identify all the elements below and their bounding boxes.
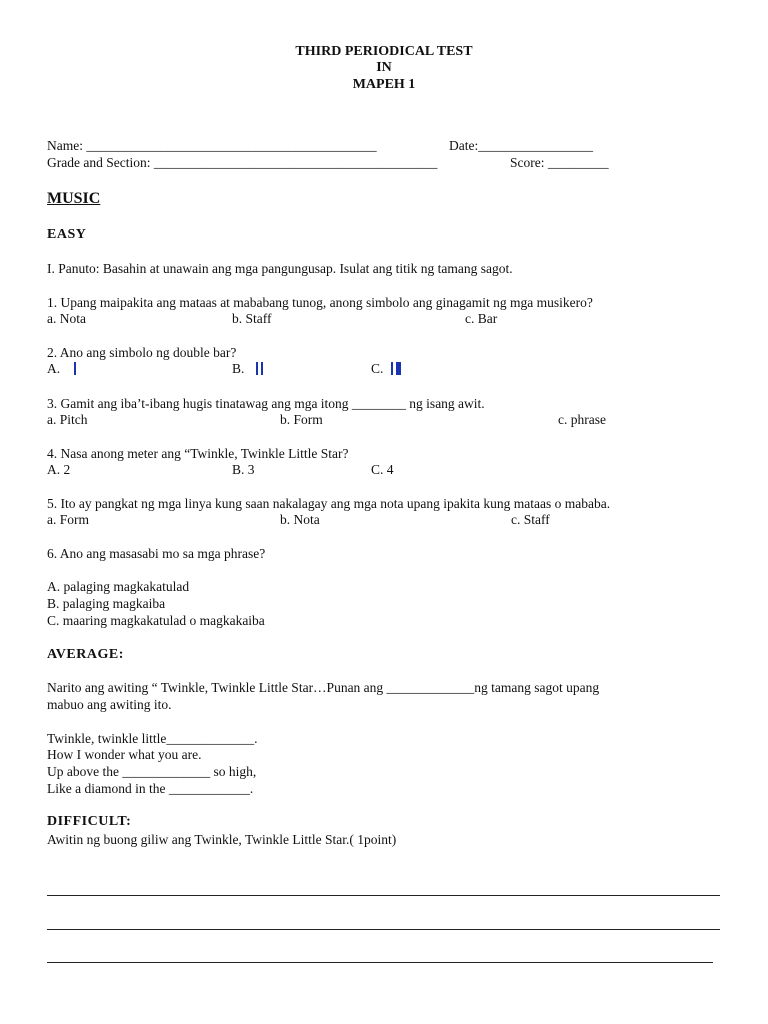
q2-option-b-label: B.: [232, 361, 245, 376]
question-5: 5. Ito ay pangkat ng mga linya kung saan nakalagay ang mga nota upang ipakita kung mataas o mababa.: [47, 496, 611, 511]
double-bar-icon: [256, 361, 263, 376]
q4-option-a: A. 2: [47, 462, 71, 477]
q2-option-a: [47, 361, 76, 377]
q3-option-c: c. phrase: [558, 412, 606, 427]
lyric-line-2: How I wonder what you are.: [47, 747, 202, 762]
difficult-heading: DIFFICULT:: [47, 814, 132, 829]
average-intro-line-1: Narito ang awiting “ Twinkle, Twinkle Little Star…Punan ang _____________ng tamang sagot upang: [47, 680, 600, 695]
score-field[interactable]: Score: _________: [510, 155, 609, 170]
question-1: 1. Upang maipakita ang mataas at mababang tunog, anong simbolo ang ginagamit ng mga musikero?: [47, 295, 593, 310]
lyric-line-1: Twinkle, twinkle little_____________.: [47, 731, 258, 746]
q4-option-c: C. 4: [371, 462, 394, 477]
q6-option-c: C. maaring magkakatulad o magkakaiba: [47, 613, 265, 628]
q6-option-b: B. palaging magkaiba: [47, 596, 166, 611]
average-heading: AVERAGE:: [47, 647, 124, 662]
q1-option-a: a. Nota: [47, 311, 86, 326]
q5-option-a: a. Form: [47, 512, 89, 527]
answer-line-3[interactable]: [47, 962, 713, 963]
question-6: 6. Ano ang masasabi mo sa mga phrase?: [47, 546, 266, 561]
q2-option-c-label: C.: [371, 361, 384, 376]
date-field[interactable]: Date:_________________: [449, 138, 593, 153]
final-bar-icon: [391, 361, 401, 376]
test-subject: MAPEH 1: [352, 77, 416, 92]
single-bar-icon: [74, 361, 76, 376]
instructions: I. Panuto: Basahin at unawain ang mga pangungusap. Isulat ang titik ng tamang sagot.: [47, 261, 513, 276]
q2-option-c: [371, 361, 401, 377]
difficult-instruction: Awitin ng buong giliw ang Twinkle, Twinkle Little Star.( 1point): [47, 832, 397, 847]
q5-option-b: b. Nota: [280, 512, 320, 527]
music-heading: MUSIC: [47, 190, 101, 207]
question-3: 3. Gamit ang iba’t-ibang hugis tinatawag ang mga itong ________ ng isang awit.: [47, 396, 485, 411]
q3-option-a: a. Pitch: [47, 412, 88, 427]
q2-option-a-label: A.: [47, 361, 61, 376]
q5-option-c: c. Staff: [511, 512, 550, 527]
grade-section-field[interactable]: Grade and Section: __________________________________________: [47, 155, 438, 170]
test-title: THIRD PERIODICAL TEST: [295, 44, 473, 59]
q2-option-b: [232, 361, 263, 377]
lyric-line-4: Like a diamond in the ____________.: [47, 781, 254, 796]
q1-option-b: b. Staff: [232, 311, 272, 326]
q4-option-b: B. 3: [232, 462, 255, 477]
answer-line-1[interactable]: [47, 895, 720, 896]
question-2: 2. Ano ang simbolo ng double bar?: [47, 345, 237, 360]
answer-line-2[interactable]: [47, 929, 720, 930]
lyric-line-3: Up above the _____________ so high,: [47, 764, 257, 779]
q3-option-b: b. Form: [280, 412, 323, 427]
average-intro-line-2: mabuo ang awiting ito.: [47, 697, 172, 712]
test-title-in: IN: [376, 60, 392, 75]
easy-heading: EASY: [47, 227, 87, 242]
question-4: 4. Nasa anong meter ang “Twinkle, Twinkle Little Star?: [47, 446, 349, 461]
q6-option-a: A. palaging magkakatulad: [47, 579, 190, 594]
q1-option-c: c. Bar: [465, 311, 498, 326]
name-field[interactable]: Name: ___________________________________________: [47, 138, 377, 153]
